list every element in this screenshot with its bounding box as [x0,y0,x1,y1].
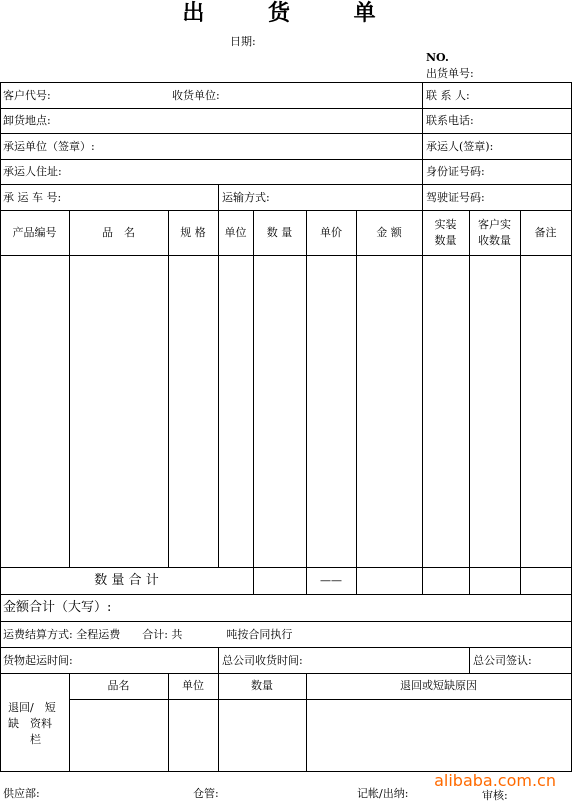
col-spec: 规 格 [180,226,206,239]
freight-settlement-label: 运费结算方式: 全程运费 合计: 共 吨按合同执行 [3,628,293,641]
rule [0,159,572,160]
returns-side-line3: 栏 [30,733,41,746]
contact-phone-label: 联系电话: [426,114,474,127]
rule [218,647,219,673]
hq-receive-time-label: 总公司收货时间: [222,654,303,667]
col-actual-qty-line1: 实装 [434,218,457,231]
carrier-address-label: 承运人住址: [3,165,62,178]
rule [0,647,572,648]
rule [0,184,572,185]
returns-side-line2: 缺 资料 [8,717,52,730]
document-title: 出 货 单 [182,0,404,26]
rule [168,210,169,567]
date-label: 日期: [230,35,256,48]
accounting-label: 记帐/出纳: [357,787,409,800]
rule [469,210,470,594]
rule [0,673,572,674]
rule [70,699,572,700]
col-customer-qty-line1: 客户实 [478,218,511,231]
returns-side-line1: 退回/ 短 [8,701,56,714]
rule [356,210,357,594]
transport-mode-label: 运输方式: [222,191,270,204]
contact-label: 联 系 人: [426,89,470,102]
audit-label: 审核: [482,789,508,802]
rule [422,210,423,594]
rule [0,210,572,211]
returns-col-reason: 退回或短缺原因 [400,679,477,692]
rule [253,210,254,594]
rule [469,647,470,673]
col-quantity: 数 量 [266,226,293,239]
rule [0,82,1,771]
unit-price-dash: —— [320,574,342,587]
returns-col-quantity: 数量 [251,679,273,692]
rule [218,184,219,210]
warehouse-label: 仓管: [193,787,219,800]
carrier-person-label: 承运人(签章): [426,140,494,153]
col-amount: 金 额 [376,226,402,239]
rule [218,210,219,567]
id-number-label: 身份证号码: [426,165,485,178]
rule [0,621,572,622]
license-no-label: 驾驶证号码: [426,191,485,204]
rule [0,133,572,134]
hq-confirm-label: 总公司签认: [473,654,532,667]
unload-location-label: 卸货地点: [3,114,51,127]
col-customer-qty-line2: 收数量 [478,234,511,247]
rule [69,210,70,567]
rule [0,594,572,595]
customer-code-label: 客户代号: [3,89,51,102]
rule [0,82,572,83]
departure-time-label: 货物起运时间: [3,654,73,667]
rule [306,210,307,594]
rule [422,82,423,210]
rule [0,567,572,568]
col-product-code: 产品编号 [12,226,57,239]
watermark: alibaba.com.cn [434,771,556,790]
order-no-label: 出货单号: [426,67,474,80]
quantity-total-label: 数 量 合 计 [94,573,159,588]
col-unit-price: 单价 [320,226,342,239]
col-product-name: 品 名 [102,226,135,239]
rule [520,210,521,594]
supply-dept-label: 供应部: [3,787,40,800]
returns-col-unit: 单位 [182,679,204,692]
rule [0,108,572,109]
rule [0,255,572,256]
returns-col-name: 品名 [107,679,130,692]
amount-total-label: 金额合计（大写）: [3,600,112,615]
no-label: NO. [426,51,449,64]
carrier-unit-label: 承运单位（签章）: [3,140,95,153]
col-actual-qty-line2: 数量 [434,234,457,247]
col-remarks: 备注 [534,226,557,239]
receiving-unit-label: 收货单位: [172,89,220,102]
vehicle-no-label: 承 运 车 号: [3,191,62,204]
col-unit: 单位 [224,226,247,239]
